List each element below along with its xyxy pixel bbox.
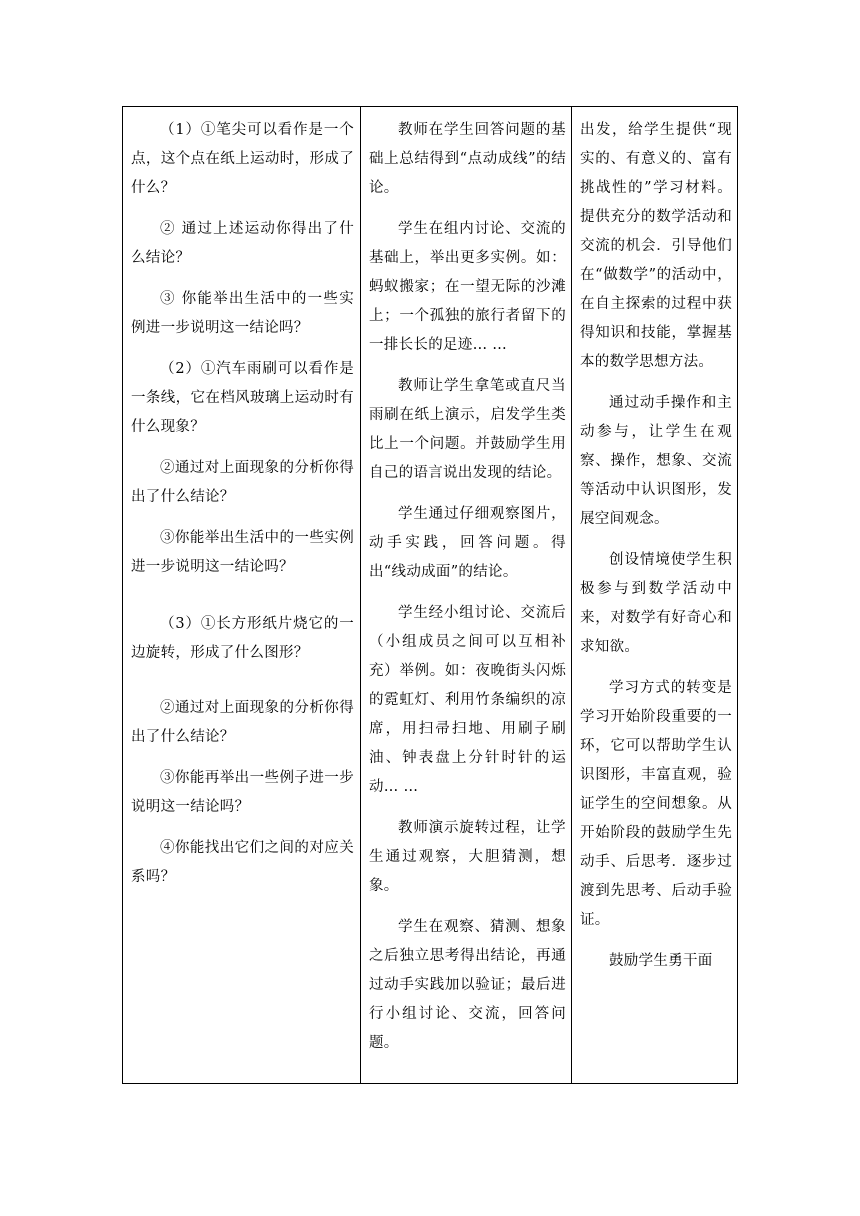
- activity-paragraph: 学生在观察、猜测、想象之后独立思考得出结论，再通过动手实践加以验证；最后进行小组讨论、交流，回答问题。: [369, 919, 566, 1051]
- question-paragraph: （3）①长方形纸片烧它的一边旋转，形成了什么图形？: [131, 616, 354, 661]
- table-column-activities: [361, 107, 572, 1083]
- intent-paragraph: 学习方式的转变是学习开始阶段重要的一环，它可以帮助学生认识图形，丰富直观，验证学生的空间想象。从开始阶段的鼓励学生先动手、后思考．逐步过渡到先思考、后动手验证。: [580, 680, 732, 928]
- activity-paragraph: 学生通过仔细观察图片，动手实践，回答问题。得出“线动成面”的结论。: [369, 506, 566, 580]
- table-column-questions: [123, 107, 361, 1083]
- lesson-table: [122, 106, 738, 1084]
- question-paragraph: ②通过对上面现象的分析你得出了什么结论？: [131, 700, 354, 745]
- activity-paragraph: 学生经小组讨论、交流后（小组成员之间可以互相补充）举例。如：夜晚街头闪烁的霓虹灯、利用竹条编织的凉席，用扫帚扫地、用刷子刷油、钟表盘上分针时针的运动… …: [369, 605, 566, 795]
- question-paragraph: ③你能举出生活中的一些实例进一步说明这一结论吗？: [131, 530, 354, 575]
- question-paragraph: ② 通过上述运动你得出了什么结论？: [131, 221, 354, 266]
- activity-paragraph: 教师演示旋转过程，让学生通过观察，大胆猜测，想象。: [369, 820, 566, 894]
- table-column-intent: [572, 107, 737, 1083]
- question-paragraph: ③ 你能举出生活中的一些实例进一步说明这一结论吗？: [131, 291, 354, 336]
- intent-paragraph: 创设情境使学生积极参与到数学活动中来，对数学有好奇心和求知欲。: [580, 552, 732, 655]
- question-paragraph: ③你能再举出一些例子进一步说明这一结论吗？: [131, 770, 354, 815]
- activity-paragraph: 教师让学生拿笔或直尺当雨刷在纸上演示，启发学生类比上一个问题。并鼓励学生用自己的语言说出发现的结论。: [369, 378, 566, 481]
- intent-paragraph: 鼓励学生勇干面: [609, 953, 713, 969]
- activity-paragraph: 学生在组内讨论、交流的基础上，举出更多实例。如：蚂蚁搬家；在一望无际的沙滩上；一个孤独的旅行者留下的一排长长的足迹… …: [369, 221, 566, 353]
- question-paragraph: ④你能找出它们之间的对应关系吗？: [131, 840, 354, 885]
- intent-paragraph: 通过动手操作和主动参与，让学生在观察、操作，想象、交流等活动中认识图形，发展空间观念。: [580, 395, 732, 527]
- question-paragraph: ②通过对上面现象的分析你得出了什么结论？: [131, 460, 354, 505]
- question-paragraph: （1）①笔尖可以看作是一个点，这个点在纸上运动时，形成了什么？: [131, 122, 354, 196]
- activity-paragraph: 教师在学生回答问题的基础上总结得到“点动成线”的结论。: [369, 122, 566, 196]
- question-paragraph: （2）①汽车雨刷可以看作是一条线，它在档风玻璃上运动时有什么现象？: [131, 361, 354, 435]
- intent-paragraph: 出发，给学生提供“现实的、有意义的、富有挑战性的”学习材料。提供充分的数学活动和交流的机会．引导他们在“做数学”的活动中，在自主探索的过程中获得知识和技能，掌握基本的数学思想方法。: [580, 122, 732, 370]
